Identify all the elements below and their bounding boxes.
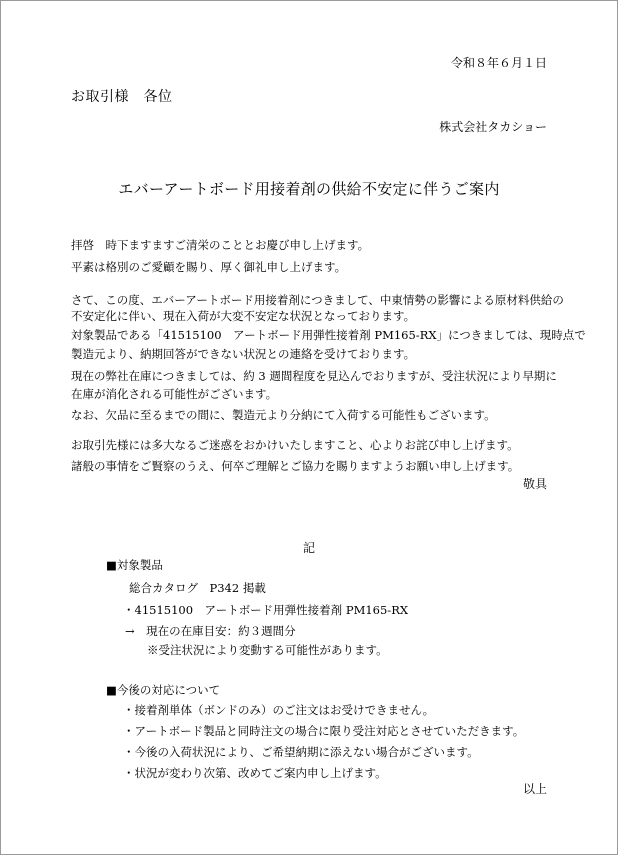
closing-line: お取引先様には多大なるご迷惑をおかけいたしますこと、心よりお詫び申し上げます。 [71, 438, 519, 452]
greeting-line: 平素は格別のご愛顧を賜り、厚く御礼申し上げます。 [71, 260, 347, 274]
issue-date: 令和８年６月１日 [450, 56, 547, 70]
section-line: ・接着剤単体（ボンドのみ）のご注文はお受けできません。 [123, 703, 435, 717]
closing-line: 諸般の事情をご賢察のうえ、何卒ご理解とご協力を賜りますようお願い申し上げます。 [71, 459, 520, 473]
sender-company: 株式会社タカショー [439, 120, 547, 134]
body-line: なお、欠品に至るまでの間に、製造元より分納にて入荷する可能性もございます。 [71, 408, 496, 422]
addressee: お取引様 各位 [71, 89, 173, 105]
ki-heading: 記 [302, 541, 315, 555]
section-target-products-heading: ■対象製品 [106, 558, 163, 572]
section-line: ※受注状況により変動する可能性があります。 [147, 643, 388, 657]
body-line: 製造元より、納期回答ができない状況との連絡を受けております。 [71, 347, 416, 361]
body-line: 対象製品である「41515100 アートボード用弾性接着剤 PM165-RX」につきましては、現時点で [71, 328, 586, 342]
section-line: ・41515100 アートボード用弾性接着剤 PM165-RX [123, 603, 409, 617]
body-line: さて、この度、エバーアートボード用接着剤につきまして、中東情勢の影響による原材料供給の [71, 293, 564, 307]
greeting-line: 拝啓 時下ますますご清栄のこととお慶び申し上げます。 [71, 238, 370, 252]
section-line: ・状況が変わり次第、改めてご案内申し上げます。 [123, 766, 387, 780]
body-line: 現在の弊社在庫につきましては、約 3 週間程度を見込んでおりますが、受注状況により早期に [71, 369, 557, 383]
section-line: ・今後の入荷状況により、ご希望納期に添えない場合がございます。 [123, 745, 479, 759]
closing-ijo: 以上 [522, 782, 547, 796]
document-title: エバーアートボード用接着剤の供給不安定に伴うご案内 [118, 180, 500, 198]
body-line: 在庫が消化される可能性がございます。 [71, 387, 278, 401]
section-line: ・アートボード製品と同時注文の場合に限り受注対応とさせていただきます。 [123, 724, 525, 738]
section-future-response-heading: ■今後の対応について [106, 683, 221, 697]
section-line: → 現在の在庫目安：約３週間分 [125, 624, 296, 638]
closing-keigu: 敬具 [522, 477, 547, 491]
body-line: 不安定化に伴い、現在入荷が大変不安定な状況となっております。 [71, 309, 416, 323]
section-line: 総合カタログ P342 掲載 [129, 581, 266, 595]
